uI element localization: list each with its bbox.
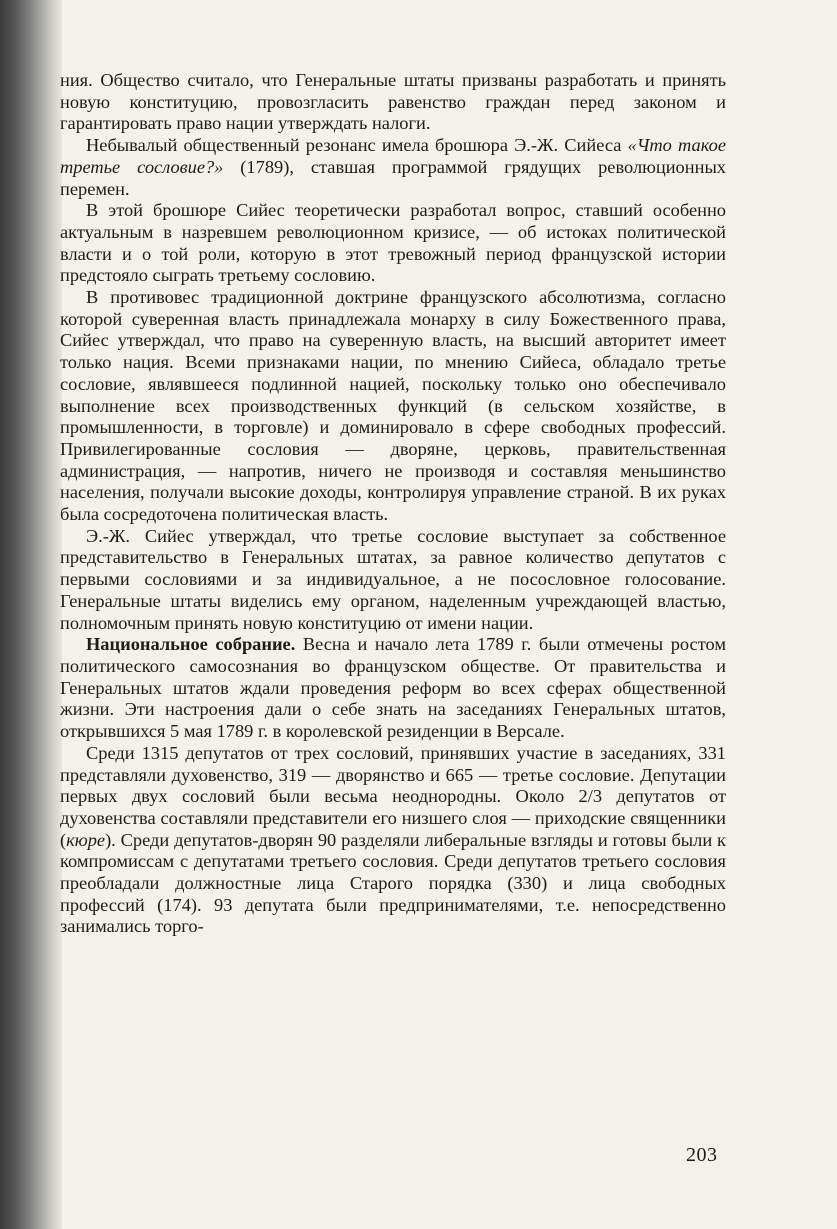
paragraph — [60, 200, 726, 287]
text-run: ния. Общество считало, что Генеральные штаты призваны разработать и принять новую конституцию, провозгласить равенство граждан перед законом и гарантировать право нации утверждать налоги. — [60, 70, 726, 134]
paragraph — [60, 634, 726, 743]
page-number: 203 — [686, 1144, 718, 1166]
paragraph — [60, 526, 726, 635]
section-heading: Национальное собрание. — [86, 634, 296, 655]
book-title-italic: «Что такое третье сословие?» — [60, 135, 726, 177]
text-run: В противовес традиционной доктрине французского абсолютизма, согласно которой суверенная власть принадлежала монарху в силу Божественного права, Сийес утверждал, что право на суверенную власть, на высший авторитет имеет только нация. Всеми признаками нации, по мнению Сийеса, обладало третье сословие, являвшееся подлинной нацией, поскольку только оно обеспечивало выполнение всех производственных функций (в сельском хозяйстве, в промышленности, в торговле) и доминировало в сфере свободных профессий. Привилегированные сословия — дворяне, церковь, правительственная администрация, — напротив, ничего не производя и составляя меньшинство населения, получали высокие доходы, контролируя управление страной. В их руках была сосредоточена политическая власть. — [60, 287, 726, 525]
book-gutter-shadow — [0, 0, 62, 1229]
text-run: Весна и начало лета 1789 г. были отмечены ростом политического самосознания во французском обществе. От правительства и Генеральных штатов ждали проведения реформ во всех сферах общественной жизни. Эти настроения дали о себе знать на заседаниях Генеральных штатов, открывшихся 5 мая 1789 г. в королевской резиденции в Версале. — [60, 634, 726, 742]
term-italic: кюре — [66, 829, 106, 850]
text-run: ). Среди депутатов-дворян 90 разделяли либеральные взгляды и готовы были к компромиссам с депутатами третьего сословия. Среди депутатов третьего сословия преобладали должностные лица Старого порядка (330) и лица свободных профессий (174). 93 депутата были предпринимателями, т.е. непосредственно занимались торго- — [60, 829, 726, 937]
text-run: Среди 1315 депутатов от трех сословий, принявших участие в заседаниях, 331 представляли духовенство, 319 — дворянство и 665 — третье сословие. Депутации первых двух сословий были весьма неоднородны. Около 2/3 депутатов от духовенства составляли представители его низшего слоя — приходские священники ( — [60, 742, 726, 850]
paragraph — [60, 135, 726, 200]
body-text — [60, 70, 726, 938]
text-run: (1789), ставшая программой грядущих революционных перемен. — [60, 156, 726, 199]
text-run: Э.-Ж. Сийес утверждал, что третье сословие выступает за собственное представительство в Генеральных штатах, за равное количество депутатов с первыми сословиями и за индивидуальное, а не посословное голосование. Генеральные штаты виделись ему органом, наделенным учреждающей властью, полномочным принять новую конституцию от имени нации. — [60, 525, 726, 633]
paragraph — [60, 287, 726, 526]
paragraph — [60, 70, 726, 135]
text-run: Небывалый общественный резонанс имела брошюра Э.-Ж. Сийеса — [86, 135, 628, 156]
text-run: В этой брошюре Сийес теоретически разработал вопрос, ставший особенно актуальным в назревшем революционном кризисе, — об истоках политической власти и о той роли, которую в этот тревожный период французской истории предстояло сыграть третьему сословию. — [60, 200, 726, 286]
paragraph — [60, 743, 726, 938]
